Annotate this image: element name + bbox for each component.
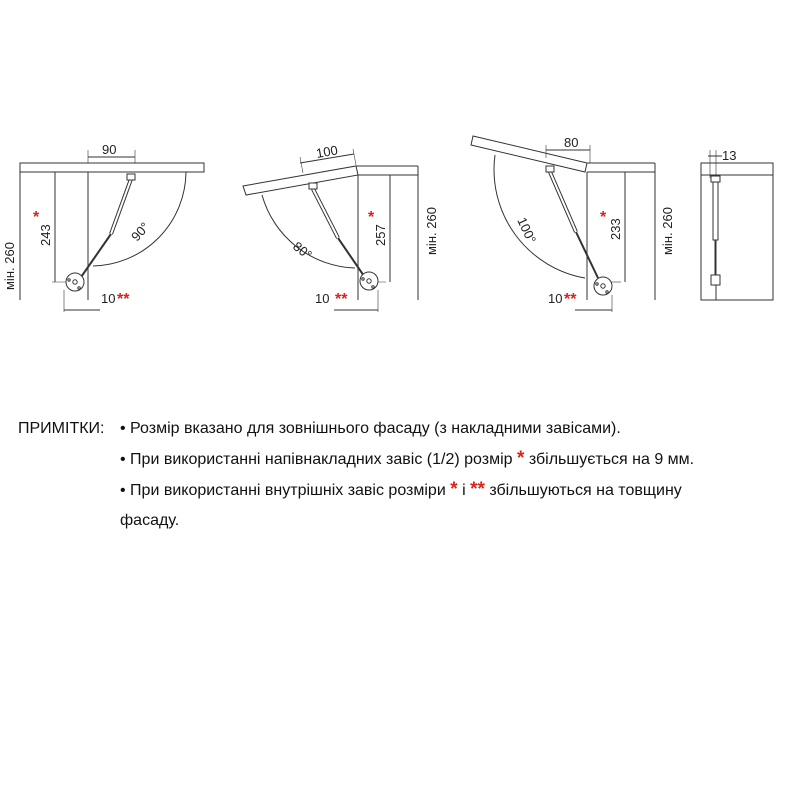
star-marker: * (516, 448, 525, 469)
gas-strut (546, 166, 598, 278)
note-3-text-end: збільшуються на товщину (484, 482, 682, 499)
notes-line-2 (18, 444, 788, 475)
height-label: 257 (373, 224, 388, 246)
height-label: 243 (38, 224, 53, 246)
notes-line-4 (18, 506, 788, 536)
diagram-side-view (701, 148, 773, 300)
cabinet-top-board (20, 163, 204, 172)
note-1: • Розмір вказано для зовнішнього фасаду (з накладними завісами). (120, 420, 621, 437)
gas-strut (309, 183, 364, 276)
gap-label: 10 (548, 291, 563, 306)
min-height-label: мін. 260 (424, 207, 439, 255)
star-marker: * (450, 479, 458, 500)
tilted-door (243, 166, 358, 195)
angle-label: 100° (514, 214, 540, 246)
min-height-label: мін. 260 (660, 207, 675, 255)
offset-label: 80 (564, 135, 579, 150)
double-star-marker: ** (117, 291, 130, 308)
notes-line-1 (18, 414, 788, 444)
notes-label: ПРИМІТКИ: (18, 420, 105, 437)
star-marker: * (600, 209, 607, 226)
swing-arc (93, 172, 186, 266)
offset-label: 13 (722, 148, 737, 163)
offset-label: 90 (102, 142, 117, 157)
notes-section (18, 414, 788, 536)
hinge-mount (360, 272, 378, 290)
diagram-90-degrees (2, 142, 204, 312)
hinge-mount (66, 273, 84, 291)
double-star-marker: ** (470, 479, 485, 500)
star-marker: * (368, 209, 375, 226)
gas-strut (79, 174, 135, 280)
double-star-marker: ** (335, 291, 348, 308)
notes-line-3 (18, 475, 788, 506)
note-2-text-end: збільшується на 9 мм. (524, 451, 695, 468)
gap-label: 10 (101, 291, 116, 306)
min-height-label: мін. 260 (2, 242, 17, 290)
note-3-continuation: фасаду. (120, 512, 180, 529)
diagram-100-degrees (471, 135, 675, 312)
diagram-80-degrees (243, 142, 439, 312)
gap-label: 10 (315, 291, 330, 306)
angle-label: 90° (128, 219, 153, 245)
hinge-mount (594, 277, 612, 295)
angle-label: 80° (290, 238, 315, 263)
note-3-text: • При використанні внутрішніх завіс розміри (120, 482, 451, 499)
star-marker: * (33, 209, 40, 226)
height-label: 233 (608, 218, 623, 240)
note-2-text: • При використанні напівнакладних завіс (1/2) розмір (120, 451, 517, 468)
note-3-conjunction: і (457, 482, 471, 499)
double-star-marker: ** (564, 291, 577, 308)
offset-label: 100 (314, 142, 339, 161)
